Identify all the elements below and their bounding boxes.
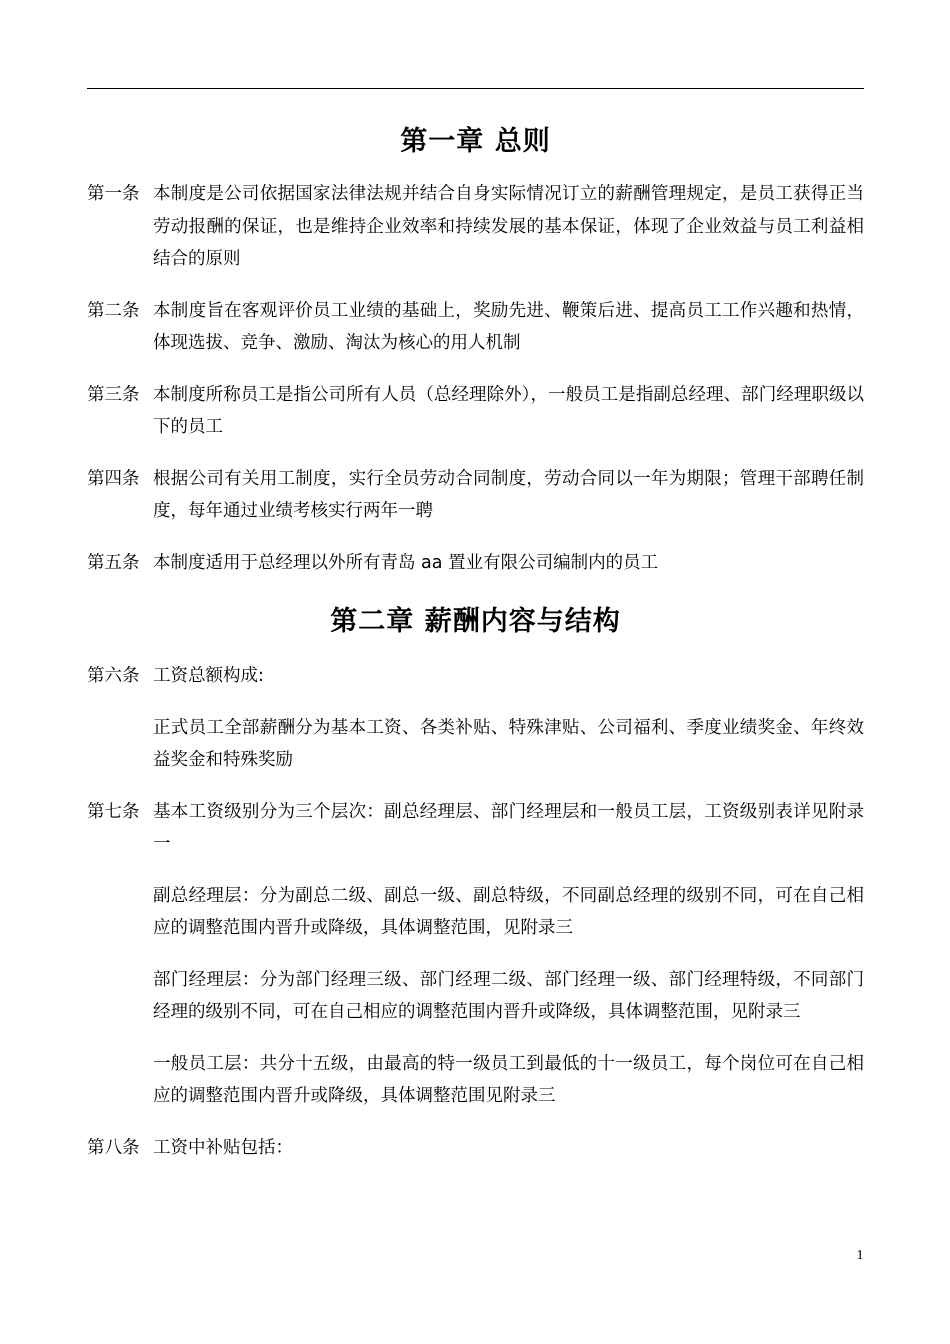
article-text: 本制度是公司依据国家法律法规并结合自身实际情况订立的薪酬管理规定，是员工获得正当劳动报酬的保证，也是维持企业效率和持续发展的基本保证，体现了企业效益与员工利益相结合的原则 <box>153 184 864 269</box>
article-7-paragraph-dept-manager: 部门经理层：分为部门经理三级、部门经理二级、部门经理一级、部门经理特级，不同部门经理的级别不同，可在自己相应的调整范围内晋升或降级，具体调整范围，见附录三 <box>153 969 864 1022</box>
article-text: 根据公司有关用工制度，实行全员劳动合同制度，劳动合同以一年为期限；管理干部聘任制度，每年通过业绩考核实行两年一聘 <box>153 468 864 521</box>
article-text: 本制度所称员工是指公司所有人员（总经理除外），一般员工是指副总经理、部门经理职级以下的员工 <box>153 384 864 437</box>
article-number: 第五条 <box>87 552 140 573</box>
article-number: 第七条 <box>87 801 140 822</box>
article-number: 第六条 <box>87 666 140 686</box>
article-7 <box>87 796 864 861</box>
article-2 <box>87 295 864 360</box>
article-text: 本制度旨在客观评价员工业绩的基础上，奖励先进、鞭策后进、提高员工工作兴趣和热情，体现选拔、竞争、激励、淘汰为核心的用人机制 <box>153 300 864 353</box>
article-6 <box>87 660 864 693</box>
article-text: 基本工资级别分为三个层次：副总经理层、部门经理层和一般员工层，工资级别表详见附录一 <box>153 801 864 854</box>
article-7-paragraph-vice-gm: 副总经理层：分为副总二级、副总一级、副总特级，不同副总经理的级别不同，可在自己相应的调整范围内晋升或降级，具体调整范围，见附录三 <box>153 885 864 938</box>
article-7-paragraph-general-staff: 一般员工层：共分十五级，由最高的特一级员工到最低的十一级员工，每个岗位可在自己相应的调整范围内晋升或降级，具体调整范围见附录三 <box>153 1053 864 1106</box>
article-number: 第八条 <box>87 1137 140 1158</box>
document-body <box>87 118 864 1183</box>
article-text: 工资总额构成: <box>153 666 264 686</box>
article-1 <box>87 178 864 276</box>
article-number: 第三条 <box>87 384 140 405</box>
article-text: 本制度适用于总经理以外所有青岛 aa 置业有限公司编制内的员工 <box>153 552 659 573</box>
article-5 <box>87 547 864 580</box>
article-number: 第四条 <box>87 468 140 489</box>
article-3 <box>87 379 864 444</box>
article-text: 工资中补贴包括： <box>153 1137 293 1158</box>
article-4 <box>87 463 864 528</box>
article-8 <box>87 1132 864 1165</box>
page-number: 1 <box>856 1248 864 1263</box>
chapter-2-title: 第二章 薪酬内容与结构 <box>330 606 621 637</box>
article-6-paragraph: 正式员工全部薪酬分为基本工资、各类补贴、特殊津贴、公司福利、季度业绩奖金、年终效益奖金和特殊奖励 <box>153 717 864 770</box>
article-number: 第二条 <box>87 300 140 321</box>
chapter-1-title: 第一章 总则 <box>400 126 551 157</box>
article-number: 第一条 <box>87 184 140 204</box>
header-rule <box>87 88 864 89</box>
